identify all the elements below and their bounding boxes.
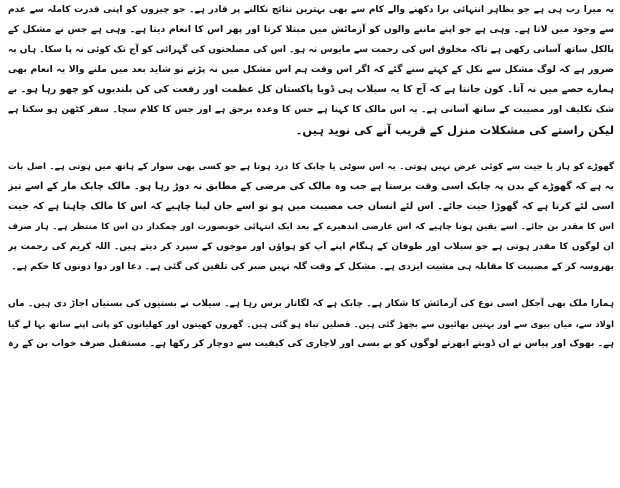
- text-line: اسی لئے کرتا ہے کہ گھوڑا جیت جائے۔ اس لئے انسان جب مصیبت میں ہو تو اسے جان لینا چاہیے کہ اس کا مالک چاہتا ہے کہ جیت: [8, 201, 614, 212]
- text-line: اس کا مقدر بن جائے۔ اسے یقین ہونا چاہیے کہ اس عارضی اندھیرے کے بعد ایک انتہائی خوبصورت اور چمکدار دن اس کا منتظر ہے۔ ہار صرف: [8, 222, 614, 232]
- text-line: یہ میرا رب ہی ہے جو بظاہر انتہائی برا دکھنے والے کام سے بھی بہترین نتائج نکالنے پر قادر ہے۔ جو چیزوں کو اپنی قدرت کاملہ سے عدم: [8, 5, 614, 15]
- paragraph-2: [8, 157, 614, 277]
- text-line: گھوڑے کو ہار یا جیت سے کوئی غرض نہیں ہوتی۔ یہ اس سوٹی یا چابک کا درد ہوتا ہے جو کسی بھی سوار کے ہاتھ میں ہوتی ہے۔ اصل بات: [8, 162, 614, 172]
- text-line: اولاد سے، میاں بیوی سے اور بہنیں بھائیوں سے بچھڑ گئی ہیں۔ فصلیں تباہ ہو گئی ہیں۔ گھروں کھیتوں اور کھلیانوں کو پانی اپنے ساتھ بہا لے گیا: [8, 319, 614, 329]
- text-line: ہمارا ملک بھی آجکل اسی نوع کی آزمائش کا شکار ہے۔ چابک ہے کہ لگاتار برس رہا ہے۔ سیلاب نے بستیوں کی بستیاں اجاڑ دی ہیں۔ ماں: [8, 299, 614, 309]
- text-line: بھروسہ کر کے مصیبت کا مقابلہ ہی مشیت ایزدی ہے۔ مشکل کے وقت گلہ نہیں صبر کی تلقین کی گئی ہے۔ دعا اور دوا دونوں کا حکم ہے۔: [11, 262, 614, 272]
- paragraph-3: [8, 294, 614, 354]
- text-line: یہ ہے کہ گھوڑے کے بدن پہ چابک اسی وقت برستا ہے جب وہ مالک کی مرضی کے مطابق نہ دوڑ رہا ہو۔ مالک چابک مار کے اسے تیز: [8, 181, 614, 192]
- text-line: ان لوگوں کا مقدر ہوتی ہے جو سیلاب اور طوفان کے ہنگام اپنے آپ کو ہواؤں اور موجوں کے سپرد کر دیتے ہیں۔ اللہ کریم کی رحمت پر: [8, 242, 614, 252]
- text-line: ہے۔ بھوک اور پیاس نے ان ڈوبتے ابھرتے لوگوں کو بے بسی اور لاچاری کی کیفیت سے دوچار کر رکھا ہے۔ مستقبل صرف خواب بن کے رہ: [8, 338, 614, 349]
- text-line: ہمارے حصے میں نہ آتا۔ کون جانتا ہے کہ آج کا یہ سیلاب ہی ڈوبا پاکستان کل عظمت اور رفعت کی کن بلندیوں کو چھو رہا ہو۔ بے: [8, 84, 614, 95]
- paragraph-1: [8, 0, 614, 140]
- text-line: ضرور ہے کہ لوگ مشکل سے نکل کے کہتے سنے گئے کہ اگر اس وقت ہم اس مشکل میں نہ پڑتے تو شاید بعد میں ملنے والا یہ انعام بھی: [8, 64, 614, 75]
- text-line: لیکن راستے کی مشکلات منزل کے قریب آنے کی نوید ہیں۔: [295, 123, 614, 137]
- text-line: بالکل ساتھ آسانی رکھی ہے تاکہ مخلوق اس کی رحمت سے مایوس نہ ہو۔ اس کی مصلحتوں کی گہرائی کو آج تک کوئی نہ پا سکا۔ ہاں یہ: [8, 45, 614, 55]
- text-line: شک تکلیف اور مصیبت کے ساتھ آسانی ہے۔ یہ اس مالک کا کہنا ہے جس کا وعدہ برحق ہے اور جس کا کلام سچا۔ سفر کٹھن ہو سکتا ہے: [8, 105, 614, 115]
- text-line: سے وجود میں لاتا ہے۔ وہی ہے جو اپنے ماننے والوں کو آزمائش میں مبتلا کرتا اور پھر اس کا انعام دیتا ہے۔ وہی ہے جس نے مشکل کے: [8, 24, 614, 35]
